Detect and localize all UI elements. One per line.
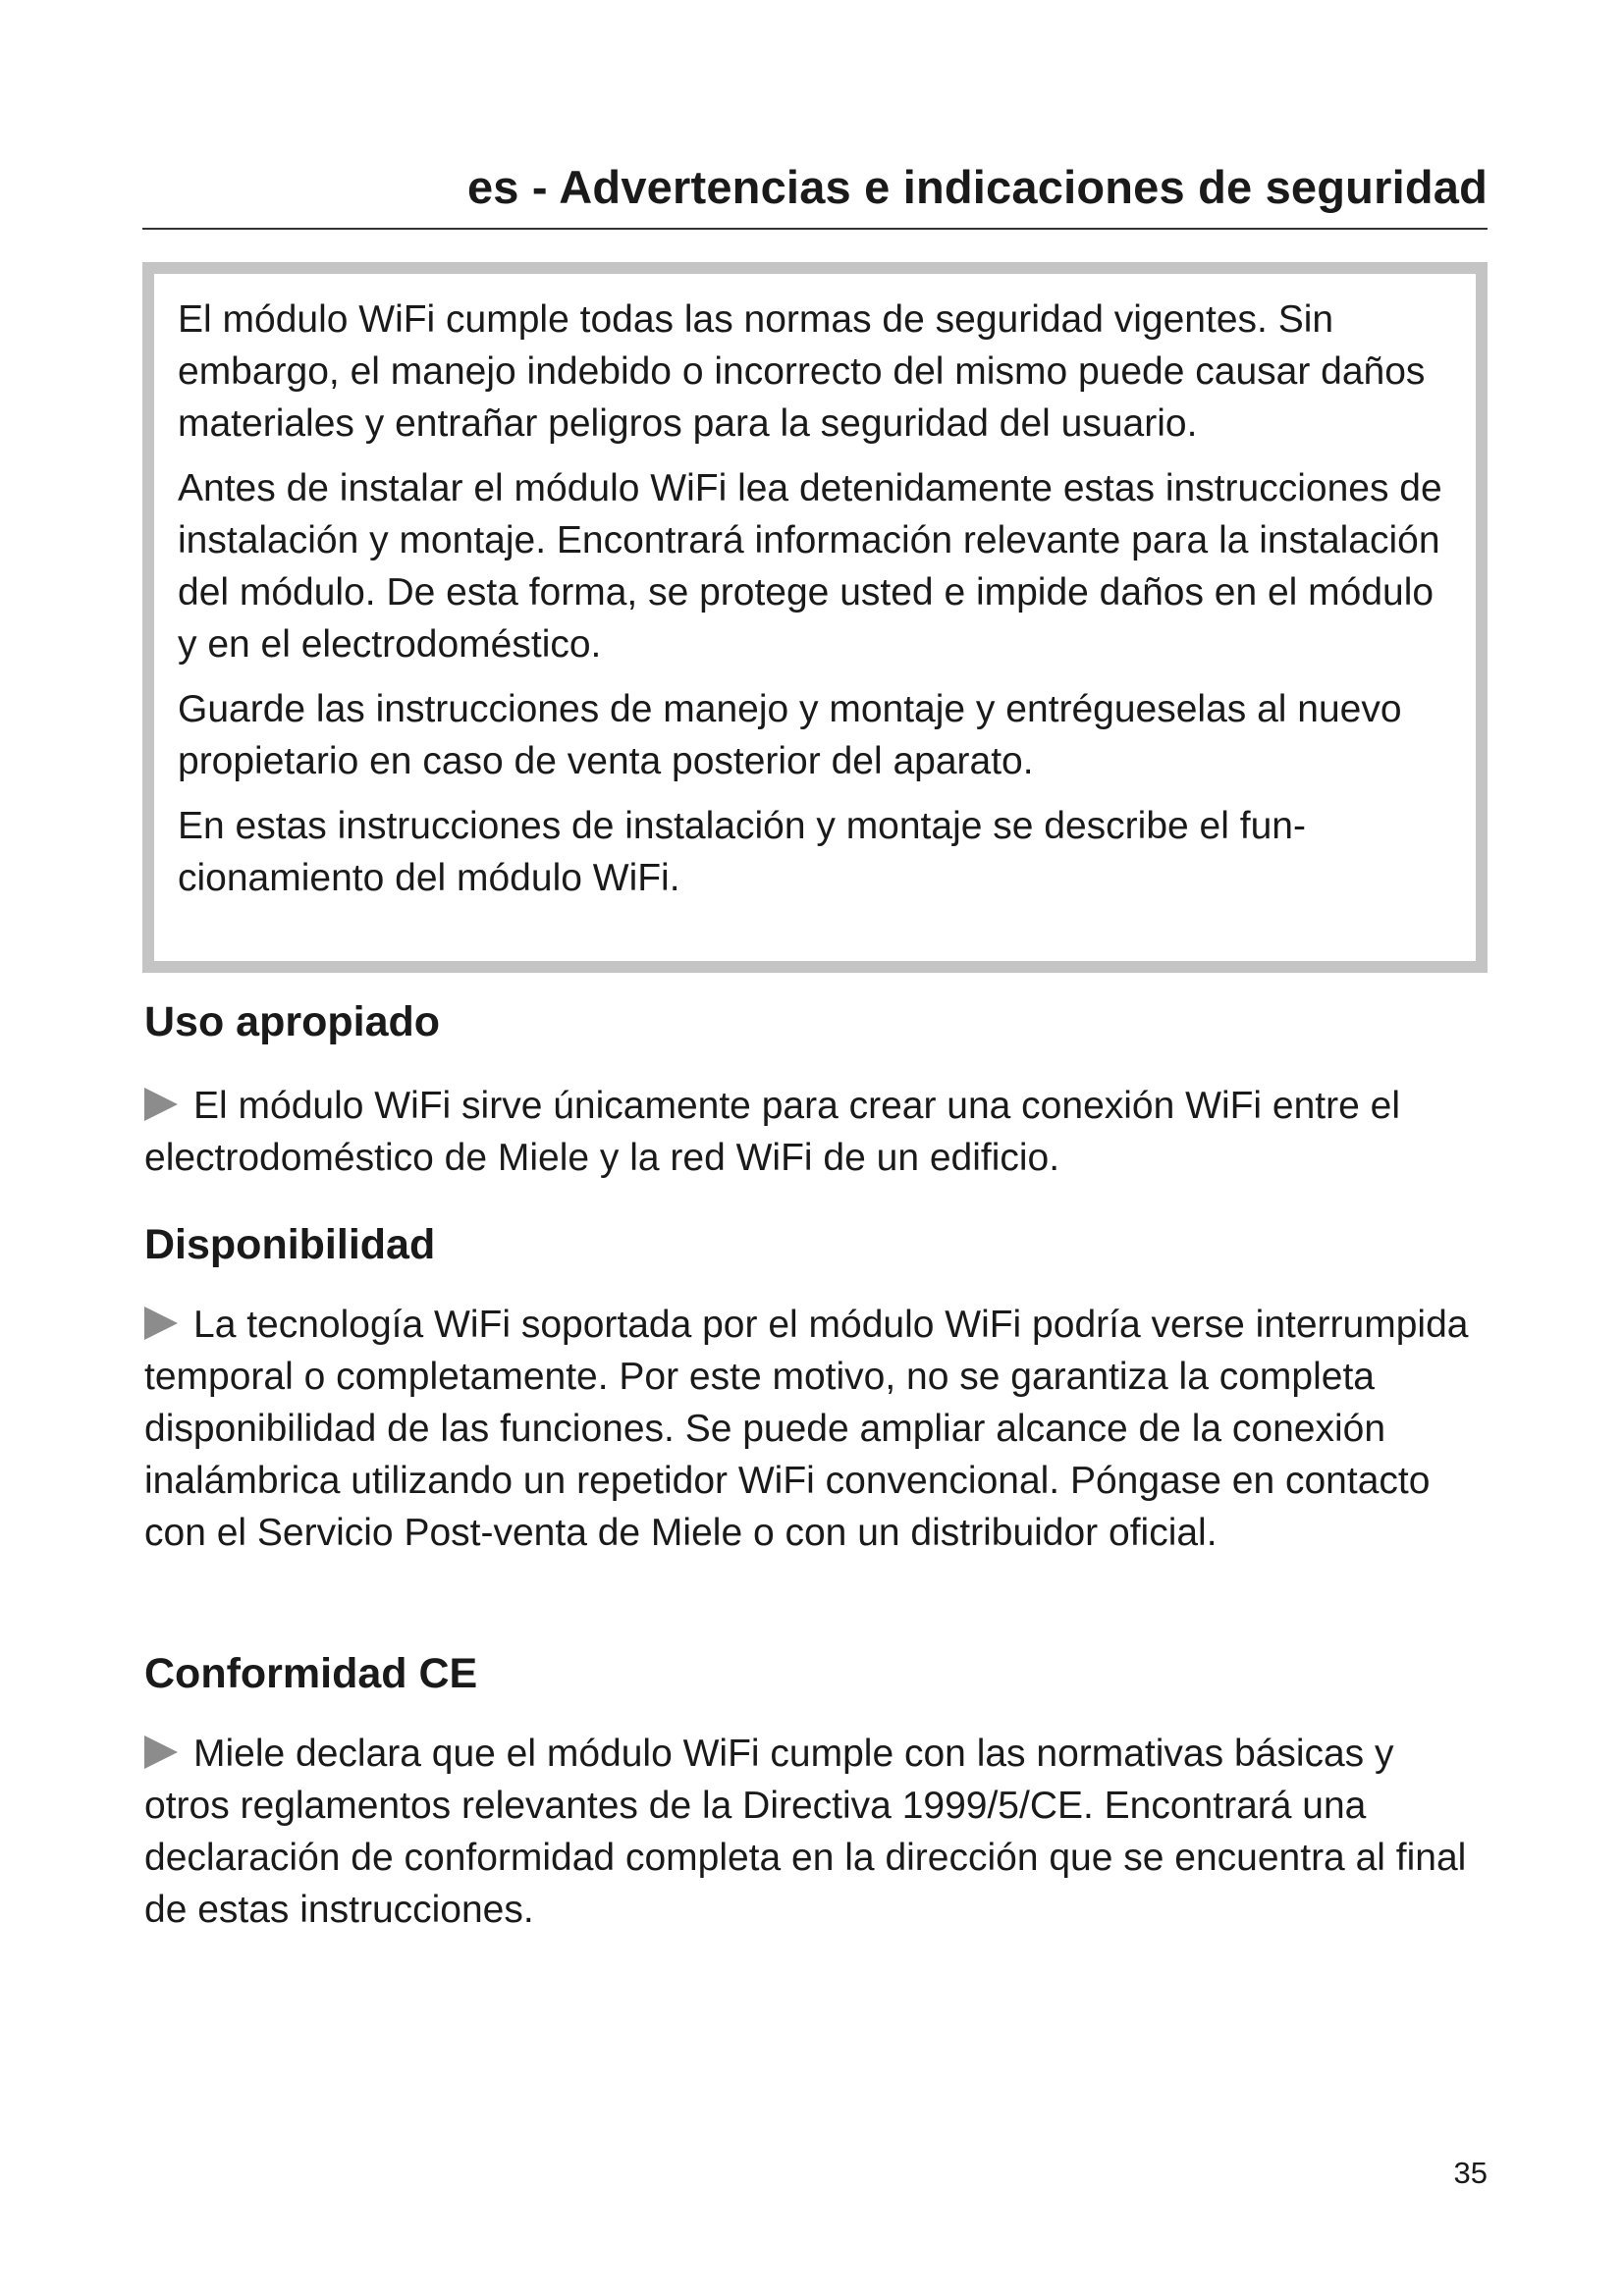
section-heading: Uso apropiado (144, 998, 441, 1045)
arrow-bullet-icon (144, 1735, 178, 1769)
arrow-bullet-icon (144, 1307, 178, 1340)
section-paragraph (144, 1080, 1488, 1184)
section-heading: Disponibilidad (144, 1221, 436, 1268)
notice-paragraph: El módulo WiFi cumple todas las normas de seguridad vigentes. Sin embargo, el manejo indebido o incorrecto del mismo puede causar daños materiales y entrañar peligros para la seguridad del usuario. (178, 298, 1426, 445)
section-heading: Conformidad CE (144, 1650, 478, 1697)
page-number: 35 (1453, 2156, 1488, 2190)
safety-notice-box (142, 262, 1488, 973)
notice-paragraph: Antes de instalar el módulo WiFi lea detenidamente estas instrucciones de instalación y montaje. Encontrará información relevante para la instalación del módulo. De esta forma, se protege usted e impide daños en el módulo y en el electrodoméstico. (178, 467, 1442, 666)
section-text: La tecnología WiFi soportada por el módulo WiFi podría verse interrumpida temporal o completamente. Por este motivo, no se garantiza la completa disponibilidad de las funciones. Se puede ampliar alcance de la conexión inalámbrica utilizando un repetidor WiFi convencional. Póngase en contacto con el Servicio Post-venta de Miele o con un distribuidor oficial. (144, 1304, 1469, 1554)
section-text: Miele declara que el módulo WiFi cumple con las normativas básicas y otros reglamentos relevantes de la Directiva 1999/5/CE. Encontrará una declaración de conformidad completa en la dirección que se encuentra al final de estas instrucciones. (144, 1733, 1467, 1931)
notice-paragraph: Guarde las instrucciones de manejo y montaje y entrégueselas al nuevo propietario en caso de venta posterior del aparato. (178, 688, 1402, 782)
section-conformidad-ce (144, 1649, 1488, 1936)
page-header (142, 157, 1488, 230)
page-title: es - Advertencias e indicaciones de seguridad (466, 161, 1488, 213)
section-paragraph (144, 1728, 1488, 1936)
arrow-bullet-icon (144, 1088, 178, 1121)
section-disponibilidad (144, 1220, 1488, 1559)
section-text: El módulo WiFi sirve únicamente para crear una conexión WiFi entre el electrodoméstico de Miele y la red WiFi de un edificio. (144, 1085, 1401, 1179)
section-paragraph (144, 1299, 1488, 1559)
notice-paragraph: En estas instrucciones de instalación y montaje se describe el funcionamiento del módulo WiFi. (178, 805, 1306, 899)
section-uso-apropiado (144, 997, 1488, 1184)
